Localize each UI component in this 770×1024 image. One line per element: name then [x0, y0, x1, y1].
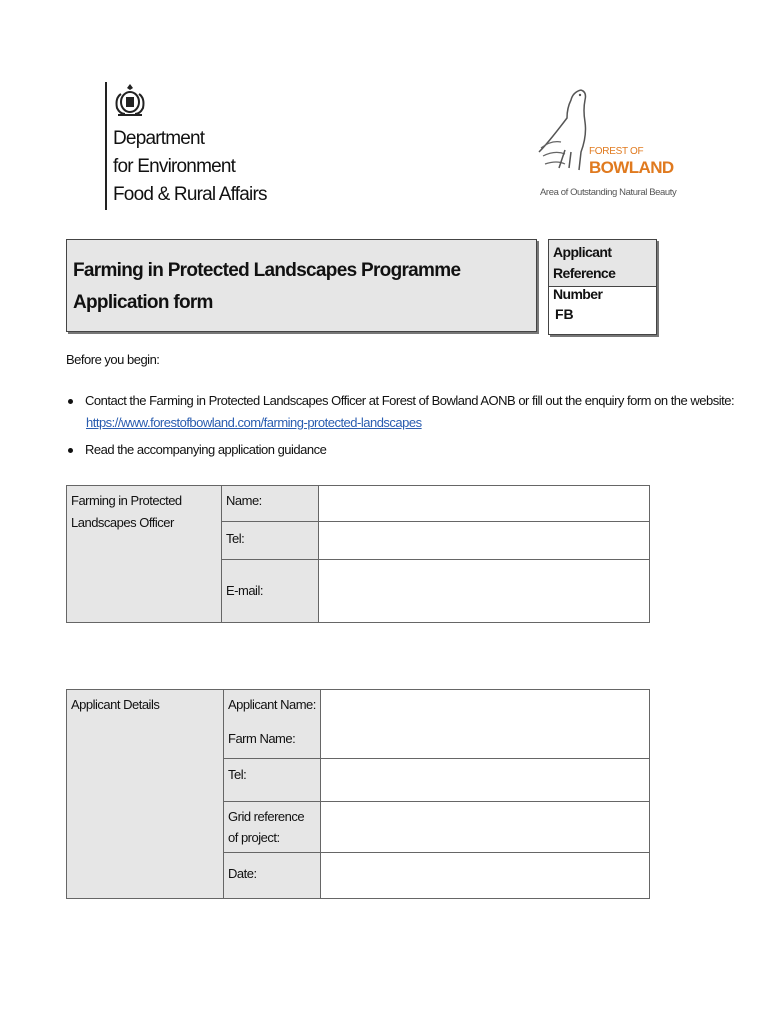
applicant-reference-box [548, 239, 657, 335]
officer-name-label: Name: [222, 486, 319, 522]
intro-heading: Before you begin: [66, 352, 160, 367]
officer-name-field[interactable] [319, 486, 650, 522]
defra-logo [105, 82, 267, 212]
officer-tel-field[interactable] [319, 522, 650, 560]
officer-email-label: E-mail: [222, 560, 319, 623]
form-title-box [66, 239, 537, 332]
form-title: Farming in Protected Landscapes Programme [73, 260, 461, 281]
forest-of-bowland-logo [535, 86, 677, 204]
applicant-name-field[interactable] [321, 690, 650, 759]
bullet-contact-officer [68, 393, 734, 408]
royal-crest-icon [113, 82, 147, 118]
bullet-dot [68, 448, 73, 453]
grid-reference-field[interactable] [321, 802, 650, 853]
bullet-dot [68, 399, 73, 404]
form-subtitle: Application form [73, 292, 213, 313]
fob-tagline: Area of Outstanding Natural Beauty [540, 187, 677, 198]
bullet-text: Contact the Farming in Protected Landscapes Officer at Forest of Bowland AONB or fill out the enquiry form on the website: [85, 393, 735, 408]
defra-line-2: for Environment [113, 156, 236, 177]
defra-line-1: Department [113, 128, 205, 149]
applicant-tel-field[interactable] [321, 759, 650, 802]
applicant-reference-label: Applicant Reference Number [549, 240, 656, 287]
defra-line-3: Food & Rural Affairs [113, 184, 267, 205]
bird-of-prey-icon [535, 86, 595, 178]
fob-line-2: BOWLAND [589, 158, 674, 177]
logo-divider [105, 82, 107, 210]
grid-reference-label: Grid reference of project: [224, 802, 321, 853]
officer-details-table [66, 485, 650, 623]
applicant-name-label: Applicant Name: Farm Name: [224, 690, 321, 759]
date-label: Date: [224, 853, 321, 899]
applicant-tel-label: Tel: [224, 759, 321, 802]
applicant-reference-value[interactable]: FB [555, 306, 574, 322]
officer-email-field[interactable] [319, 560, 650, 623]
fob-line-1: FOREST OF [589, 146, 644, 157]
bullet-read-guidance [68, 442, 326, 457]
fpl-website-link[interactable]: https://www.forestofbowland.com/farming-protected-landscapes [86, 415, 422, 430]
officer-tel-label: Tel: [222, 522, 319, 560]
bullet-text: Read the accompanying application guidance [85, 442, 327, 457]
officer-section-label: Farming in Protected Landscapes Officer [67, 486, 222, 623]
applicant-details-table [66, 689, 650, 899]
applicant-section-label: Applicant Details [67, 690, 224, 899]
date-field[interactable] [321, 853, 650, 899]
